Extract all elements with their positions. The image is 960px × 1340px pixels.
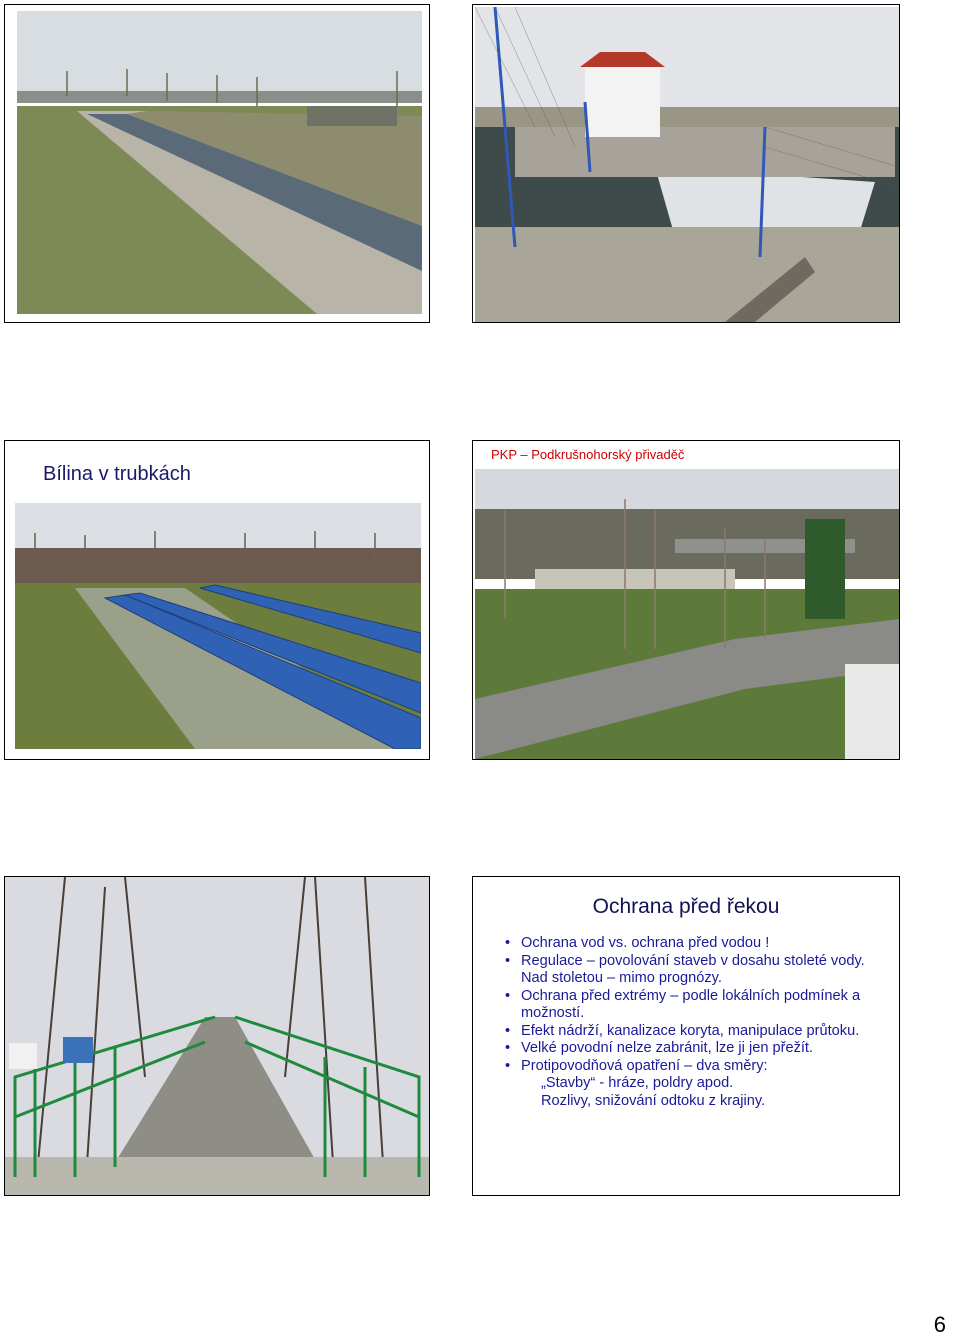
bullet-item: • Regulace – povolování staveb v dosahu stoleté vody. Nad stoletou – mimo prognózy. xyxy=(503,953,893,988)
bridge-photo xyxy=(475,469,899,759)
slide-bridge xyxy=(472,440,900,760)
footbridge-photo xyxy=(5,877,429,1195)
slide-pipes xyxy=(4,440,430,760)
slide-weir xyxy=(472,4,900,323)
pipes-photo xyxy=(15,503,421,749)
weir-photo xyxy=(475,7,899,322)
slide-footbridge xyxy=(4,876,430,1196)
canal-photo xyxy=(17,11,422,314)
page-number: 6 xyxy=(933,1312,946,1337)
sub-item: Rozlivy, snižování odtoku z krajiny. xyxy=(541,1092,766,1109)
sub-item: „Stavby“ - hráze, poldry apod. xyxy=(541,1075,734,1091)
bullet-item: • Ochrana vod vs. ochrana před vodou ! xyxy=(503,935,893,953)
slide-title-bilina: Bílina v trubkách xyxy=(43,463,191,485)
slide-title-pkp: PKP – Podkrušnohorský přivaděč xyxy=(491,447,685,462)
slide-canal xyxy=(4,4,430,323)
bullet-item: • Velké povodní nelze zabránit, lze ji jen přežít. xyxy=(503,1040,893,1058)
bullet-item: • Ochrana před extrémy – podle lokálních podmínek a možností. xyxy=(503,988,893,1023)
bullet-item: • Protipovodňová opatření – dva směry: xyxy=(503,1058,893,1076)
slide-title-ochrana: Ochrana před řekou xyxy=(592,895,780,918)
bullet-item: • Efekt nádrží, kanalizace koryta, manipulace průtoku. xyxy=(503,1023,893,1041)
bullet-list xyxy=(503,935,893,1110)
